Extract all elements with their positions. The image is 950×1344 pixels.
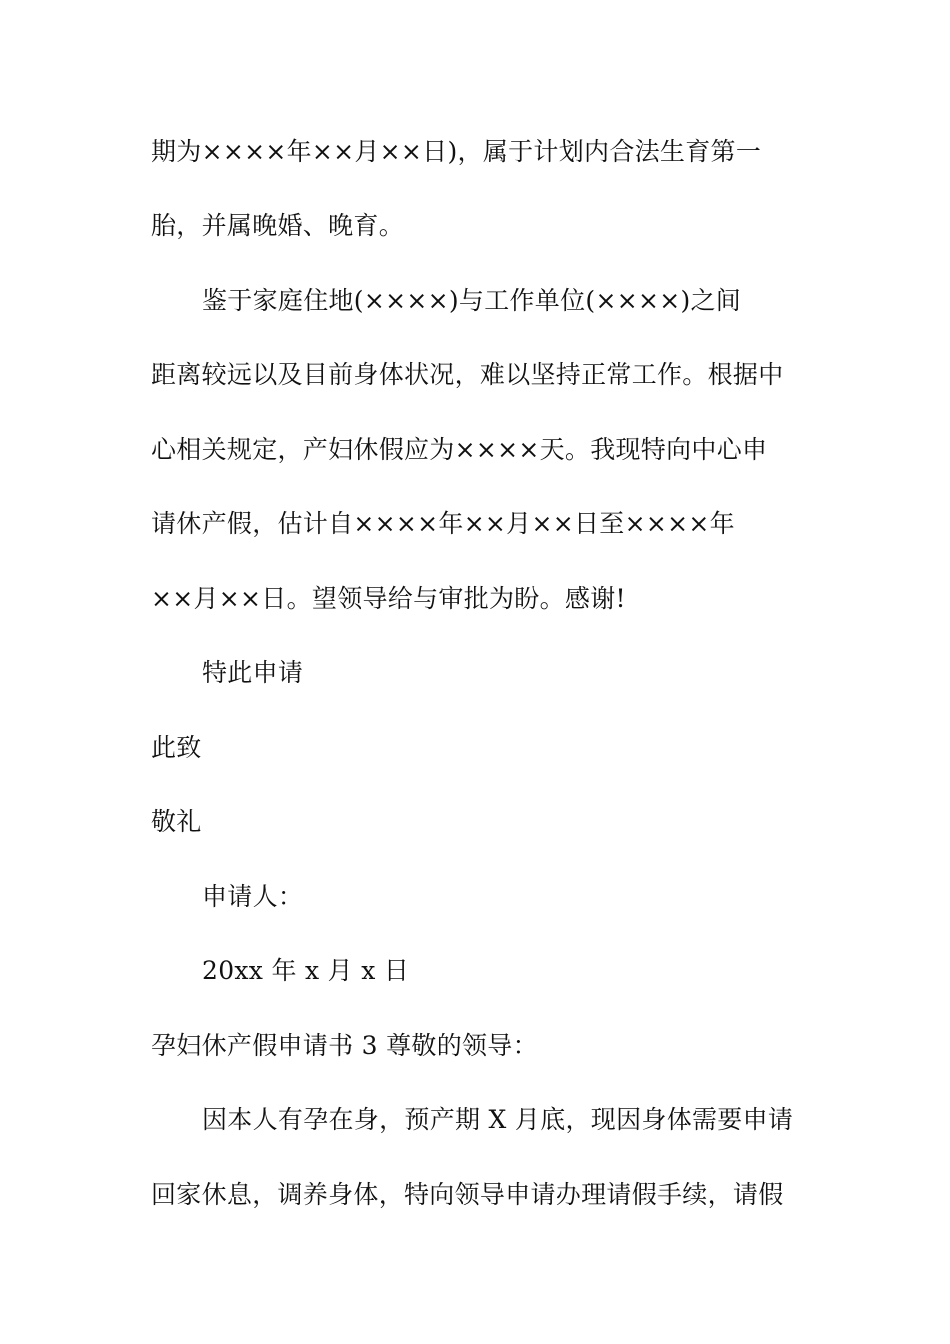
- text-line: 回家休息，调养身体，特向领导申请办理请假手续，请假: [151, 1180, 784, 1209]
- section-heading: 孕妇休产假申请书 3 尊敬的领导：: [151, 1031, 538, 1060]
- salutation-jingli: 敬礼: [151, 807, 202, 836]
- salutation-cizhi: 此致: [151, 733, 202, 762]
- text-line: ××月××日。望领导给与审批为盼。感谢!: [151, 584, 626, 613]
- closing-request: 特此申请: [202, 658, 304, 687]
- date-line: 20xx 年 x 月 x 日: [202, 956, 410, 985]
- text-line: 距离较远以及目前身体状况，难以坚持正常工作。根据中: [151, 360, 784, 389]
- paragraph-start: 因本人有孕在身，预产期 X 月底，现因身体需要申请: [202, 1105, 794, 1134]
- text-line: 请休产假，估计自××××年××月××日至××××年: [151, 509, 735, 538]
- text-line: 期为××××年××月××日)，属于计划内合法生育第一: [151, 137, 762, 166]
- applicant-label: 申请人：: [202, 882, 304, 911]
- text-line: 胎，并属晚婚、晚育。: [151, 211, 405, 240]
- text-line: 心相关规定，产妇休假应为××××天。我现特向中心申: [151, 435, 768, 464]
- paragraph-start: 鉴于家庭住地(××××)与工作单位(××××)之间: [202, 286, 742, 315]
